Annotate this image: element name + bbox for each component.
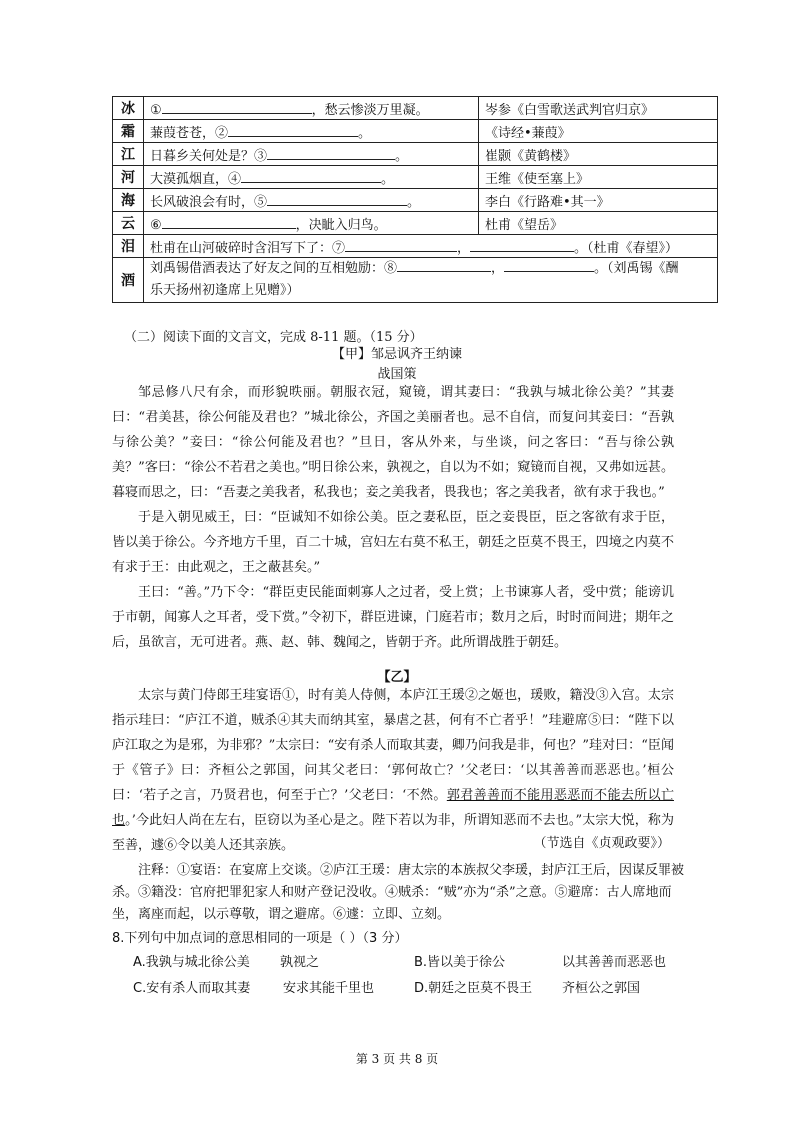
option-a: A.我孰与城北徐公美 — [133, 955, 250, 970]
answer-blank[interactable] — [267, 146, 395, 160]
verse-text: 蒹葭苍苍，② — [150, 125, 229, 141]
keyword-cell: 冰 — [113, 97, 144, 120]
verse-sep: ， — [457, 240, 471, 256]
keyword-cell: 云 — [113, 212, 144, 235]
poetry-fill-table — [112, 96, 718, 303]
keyword-cell: 霜 — [113, 120, 144, 143]
answer-blank[interactable] — [397, 258, 491, 272]
verse-tail: 。 — [395, 148, 409, 164]
verse-text: 刘禹锡借酒表达了好友之间的互相勉励：⑧ — [150, 261, 398, 276]
text-jia-title: 【甲】邹忌讽齐王纳谏 — [331, 347, 462, 362]
answer-blank[interactable] — [162, 215, 296, 229]
text-jia-body — [112, 380, 674, 655]
option-d-pair: 齐桓公之郭国 — [562, 981, 641, 996]
text-yi-source: （节选自《贞观政要》） — [533, 836, 670, 851]
answer-blank[interactable] — [241, 169, 381, 183]
verse-tail: 。 — [358, 125, 372, 141]
option-a-pair: 孰视之 — [280, 955, 320, 970]
option-b: B.皆以美于徐公 — [414, 955, 506, 970]
option-c-pair: 安求其能千里也 — [283, 981, 375, 996]
answer-blank[interactable] — [267, 192, 407, 206]
answer-blank[interactable] — [162, 100, 312, 114]
verse-tail: 。（杜甫《春望》） — [574, 240, 679, 256]
source-cell: 崔颢《黄鹤楼》 — [479, 143, 718, 166]
source-cell: 王维《使至塞上》 — [479, 166, 718, 189]
answer-blank[interactable] — [228, 123, 358, 137]
verse-tail: ，愁云惨淡万里凝。 — [311, 102, 429, 118]
verse-text: 日暮乡关何处是？③ — [150, 148, 268, 164]
table-row — [113, 189, 718, 212]
verse-tail-2: 乐天扬州初逢席上见赠》） — [150, 283, 300, 298]
verse-text: ① — [150, 102, 162, 118]
verse-cell — [144, 212, 479, 235]
section-heading: （二）阅读下面的文言文，完成 8-11 题。（15 分） — [124, 330, 423, 345]
table-row — [113, 166, 718, 189]
verse-cell — [144, 235, 718, 258]
keyword-cell: 江 — [113, 143, 144, 166]
answer-blank[interactable] — [470, 238, 574, 252]
question-8-stem: 8.下列句中加点词的意思相同的一项是（ ）（3 分） — [112, 931, 408, 946]
table-row — [113, 97, 718, 120]
keyword-cell: 海 — [113, 189, 144, 212]
verse-text: ⑥ — [150, 217, 162, 233]
underlined-sentence: 郭君善善而不能用恶恶而不能去所以亡也 — [112, 788, 674, 828]
table-row — [113, 212, 718, 235]
verse-text: 杜甫在山河破碎时含泪写下了：⑦ — [150, 240, 346, 256]
verse-cell — [144, 120, 479, 143]
source-cell: 杜甫《望岳》 — [479, 212, 718, 235]
option-c: C.安有杀人而取其妻 — [133, 981, 251, 996]
source-cell: 《诗经•蒹葭》 — [479, 120, 718, 143]
paragraph: 邹忌修八尺有余，而形貌昳丽。朝服衣冠，窥镜，谓其妻曰：“我孰与城北徐公美？”其妻曰：“君美甚，徐公何能及君也？”城北徐公，齐国之美丽者也。忌不自信，而复问其妾曰：“吾孰与徐公美？”妾曰：“徐公何能及君也？”旦日，客从外来，与坐谈，问之客曰：“吾与徐公孰美？”客曰：“徐公不若君之美也。”明日徐公来，孰视之，自以为不如；窥镜而自视，又弗如远甚。暮寝而思之，曰：“吾妻之美我者，私我也；妾之美我者，畏我也；客之美我者，欲有求于我也。” — [112, 385, 674, 500]
verse-sep: ， — [491, 261, 505, 276]
annotation-text: 注释：①宴语：在宴席上交谈。②庐江王瑗：唐太宗的本族叔父李瑗，封庐江王后，因谋反罪被杀。③籍没：官府把罪犯家人和财产登记没收。④贼杀：“贼”亦为“杀”之意。⑤避席：古人席地而坐，离座而起，以示尊敬，谓之避席。⑥遽：立即、立刻。 — [112, 863, 685, 922]
source-cell: 岑参《白雪歌送武判官归京》 — [479, 97, 718, 120]
verse-tail: 。 — [381, 171, 395, 187]
keyword-cell: 酒 — [113, 258, 144, 303]
verse-tail: 。 — [407, 194, 421, 210]
annotations — [112, 860, 692, 926]
verse-cell — [144, 97, 479, 120]
option-d: D.朝廷之臣莫不畏王 — [414, 981, 533, 996]
option-b-pair: 以其善善而恶恶也 — [562, 955, 667, 970]
text-yi-title: 【乙】 — [377, 670, 417, 685]
verse-cell — [144, 258, 718, 303]
text-yi-part2: 。’今此妇人尚在左右，臣窃以为圣心是之。陛下若以为非，所谓知恶而不去也。”太宗大悦，称为至善，遽⑥令以美人还其亲族。 — [112, 813, 674, 853]
verse-cell — [144, 189, 479, 212]
table-row — [113, 143, 718, 166]
keyword-cell: 河 — [113, 166, 144, 189]
verse-tail: 。（刘禹锡《酬 — [594, 261, 679, 276]
paragraph: 于是入朝见威王，曰：“臣诚知不如徐公美。臣之妻私臣，臣之妾畏臣，臣之客欲有求于臣，皆以美于徐公。今齐地方千里，百二十城，宫妇左右莫不私王，朝廷之臣莫不畏王，四境之内莫不有求于王：由此观之，王之蔽甚矣。” — [112, 510, 674, 575]
table-row — [113, 120, 718, 143]
answer-blank[interactable] — [504, 258, 594, 272]
text-yi-part1: 太宗与黄门侍郎王珪宴语①，时有美人侍侧，本庐江王瑗②之姬也，瑗败，籍没③入宫。太宗指示珪曰：“庐江不道，贼杀④其夫而纳其室，暴虐之甚，何有不亡者乎！”珪避席⑤曰：“陛下以庐江取之为是邪，为非邪？”太宗曰：“安有杀人而取其妻，卿乃问我是非，何也？”珪对曰：“臣闻于《管子》曰：齐桓公之郭国，问其父老曰：‘郭何故亡？’父老曰：‘以其善善而恶恶也。’桓公曰：‘若子之言，乃贤君也，何至于亡？’父老曰：‘不然。 — [112, 688, 674, 803]
source-cell: 李白《行路难•其一》 — [479, 189, 718, 212]
table-row — [113, 235, 718, 258]
answer-blank[interactable] — [345, 238, 457, 252]
verse-text: 长风破浪会有时，⑤ — [150, 194, 268, 210]
text-jia-author: 战国策 — [377, 367, 417, 382]
paragraph: 王曰：“善。”乃下令：“群臣吏民能面刺寡人之过者，受上赏；上书谏寡人者，受中赏；能谤讥于市朝，闻寡人之耳者，受下赏。”令初下，群臣进谏，门庭若市；数月之后，时时而间进；期年之后，虽欲言，无可进者。燕、赵、韩、魏闻之，皆朝于齐。此所谓战胜于朝廷。 — [112, 585, 674, 650]
verse-cell — [144, 166, 479, 189]
table-row — [113, 258, 718, 303]
verse-tail: ，决眦入归鸟。 — [295, 217, 387, 233]
page-footer: 第 3 页 共 8 页 — [355, 1052, 439, 1066]
keyword-cell: 泪 — [113, 235, 144, 258]
verse-text: 大漠孤烟直，④ — [150, 171, 242, 187]
verse-cell — [144, 143, 479, 166]
